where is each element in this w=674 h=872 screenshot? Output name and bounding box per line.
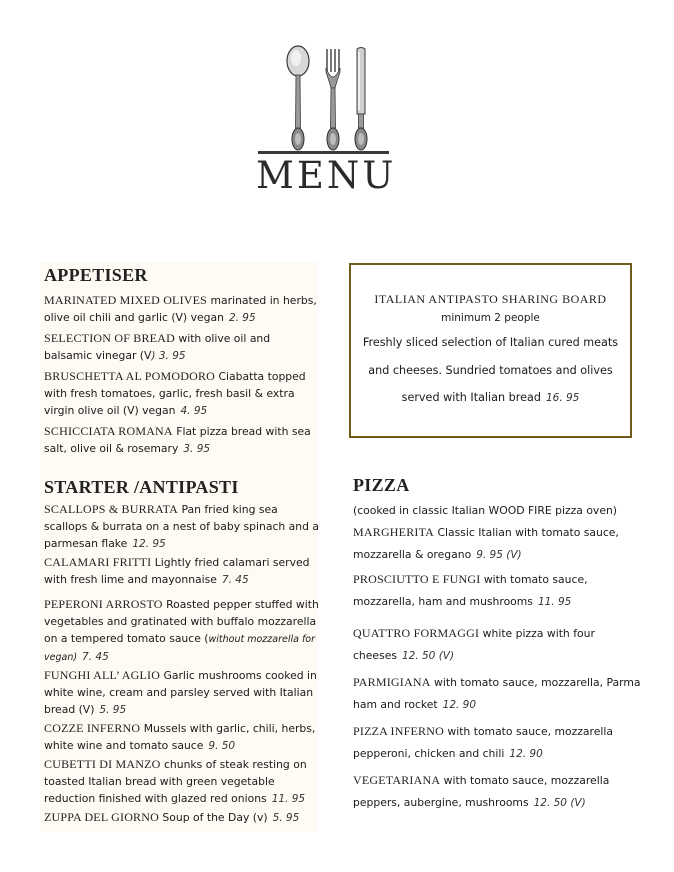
item-name: PROSCIUTTO E FUNGI (353, 572, 481, 586)
item-name: BRUSCHETTA AL POMODORO (44, 369, 216, 383)
item-description: Roasted pepper stuffed with vegetables and gratinated with buffalo mozzarella on a tempered tomato sauce ( (44, 598, 319, 645)
menu-item (44, 423, 320, 458)
knife-icon (355, 48, 367, 151)
sharing-board-title: ITALIAN ANTIPASTO SHARING BOARD (374, 292, 607, 306)
item-price: 12. 50 (V) (533, 796, 586, 809)
item-name: PEPERONI ARROSTO (44, 597, 163, 611)
item-name: FUNGHI ALL’ AGLIO (44, 668, 161, 682)
menu-item (44, 667, 320, 719)
sharing-board-description (351, 384, 630, 413)
sharing-board-subtitle: minimum 2 people (441, 312, 540, 324)
item-name: ZUPPA DEL GIORNO (44, 810, 159, 824)
item-price: 11. 95 (271, 793, 306, 805)
item-description: Classic Italian with tomato sauce, mozzarella & oregano (353, 526, 619, 561)
item-description: Pan fried king sea scallops & burrata on a nest of baby spinach and a parmesan flake (44, 503, 320, 550)
menu-header (0, 0, 674, 210)
item-description: Flat pizza bread with sea salt, olive oil & rosemary (44, 425, 311, 455)
item-price: 9. 95 (V) (476, 548, 522, 561)
menu-item (353, 569, 643, 613)
right-column (353, 474, 643, 819)
menu-item (44, 720, 320, 755)
item-price: 11. 95 (537, 595, 572, 608)
menu-item (353, 672, 643, 716)
menu-item (44, 596, 320, 666)
menu-item (353, 721, 643, 765)
item-price: 2. 95 (228, 312, 256, 324)
item-description: with tomato sauce, mozzarella, ham and mushrooms (353, 573, 588, 608)
pizza-section (353, 474, 643, 814)
item-price: 12. 95 (132, 538, 166, 550)
item-price: 12. 90 (442, 698, 477, 711)
item-price: 5. 95 (272, 812, 300, 824)
menu-item (44, 292, 320, 327)
item-name: PARMIGIANA (353, 675, 431, 689)
section-title-appetiser: APPETISER (44, 265, 148, 285)
item-description: Lightly fried calamari served with fresh lime and mayonnaise (44, 556, 310, 586)
item-description: with tomato sauce, mozzarella peppers, aubergine, mushrooms (353, 774, 610, 809)
section-title-starter: STARTER /ANTIPASTI (44, 477, 239, 497)
section-title-pizza: PIZZA (353, 475, 410, 495)
item-name: CUBETTI DI MANZO (44, 757, 161, 771)
sharing-board-description-end: served with Italian bread (401, 391, 541, 404)
item-price: 9. 50 (208, 740, 236, 752)
item-price: ) 3. 95 (151, 350, 186, 362)
item-name: COZZE INFERNO (44, 721, 141, 735)
menu-item (44, 501, 320, 553)
item-price: 4. 95 (180, 405, 208, 417)
menu-item (44, 554, 320, 589)
cutlery-icon (280, 44, 380, 152)
item-name: SCALLOPS & BURRATA (44, 502, 179, 516)
item-name: CALAMARI FRITTI (44, 555, 152, 569)
menu-item (353, 522, 643, 566)
item-description: marinated in herbs, olive oil chili and garlic (V) vegan (44, 294, 317, 324)
item-price: 12. 90 (509, 747, 543, 760)
sharing-board-description: Freshly sliced selection of Italian cured meats (362, 336, 619, 349)
menu-item (44, 330, 320, 365)
menu-item (44, 809, 320, 827)
item-name: VEGETARIANA (353, 773, 441, 787)
sharing-board-description: and cheeses. Sundried tomatoes and olives (368, 363, 613, 377)
menu-item (44, 368, 320, 420)
appetiser-section (44, 264, 320, 458)
menu-item (353, 623, 643, 667)
pizza-note: (cooked in classic Italian WOOD FIRE pizza oven) (353, 504, 618, 517)
item-name: MARINATED MIXED OLIVES (44, 293, 208, 307)
fork-icon (326, 49, 340, 150)
item-description: Mussels with garlic, chili, herbs, white wine and tomato sauce (44, 722, 316, 752)
item-description: with tomato sauce, mozzarella pepperoni, chicken and chili (353, 725, 614, 760)
starter-section (44, 476, 320, 827)
item-name: SCHICCIATA ROMANA (44, 424, 173, 438)
menu-item (44, 756, 320, 808)
item-description: with tomato sauce, mozzarella, Parma ham and rocket (353, 676, 641, 711)
item-price: 7. 45 (221, 574, 249, 586)
item-description: Garlic mushrooms cooked in white wine, cream and parsley served with Italian bread (V) (44, 669, 317, 716)
item-note: without mozzarella for vegan) (44, 634, 316, 663)
item-price: 7. 45 (82, 651, 109, 663)
sharing-board-price: 16. 95 (545, 392, 580, 404)
item-name: SELECTION OF BREAD (44, 331, 175, 345)
spoon-icon (287, 46, 309, 150)
item-description: Soup of the Day (v) (159, 811, 268, 824)
item-name: MARGHERITA (353, 525, 435, 539)
menu-item (353, 770, 643, 814)
left-column (44, 264, 320, 829)
item-name: PIZZA INFERNO (353, 724, 444, 738)
item-price: 5. 95 (99, 704, 127, 716)
item-description: chunks of steak resting on toasted Italian bread with green vegetable reduction finished with glazed red onions (44, 758, 307, 805)
item-price: 3. 95 (183, 443, 211, 455)
item-description: Ciabatta topped with fresh tomatoes, garlic, fresh basil & extra virgin olive oil (V) vegan (44, 370, 306, 417)
sharing-board-box (349, 263, 632, 438)
item-description: with olive oil and balsamic vinegar (V (44, 332, 271, 362)
item-price: 12. 50 (V) (401, 649, 455, 662)
item-description: white pizza with four cheeses (353, 627, 595, 662)
item-name: QUATTRO FORMAGGI (353, 626, 480, 640)
page-title: MENU (256, 154, 397, 197)
